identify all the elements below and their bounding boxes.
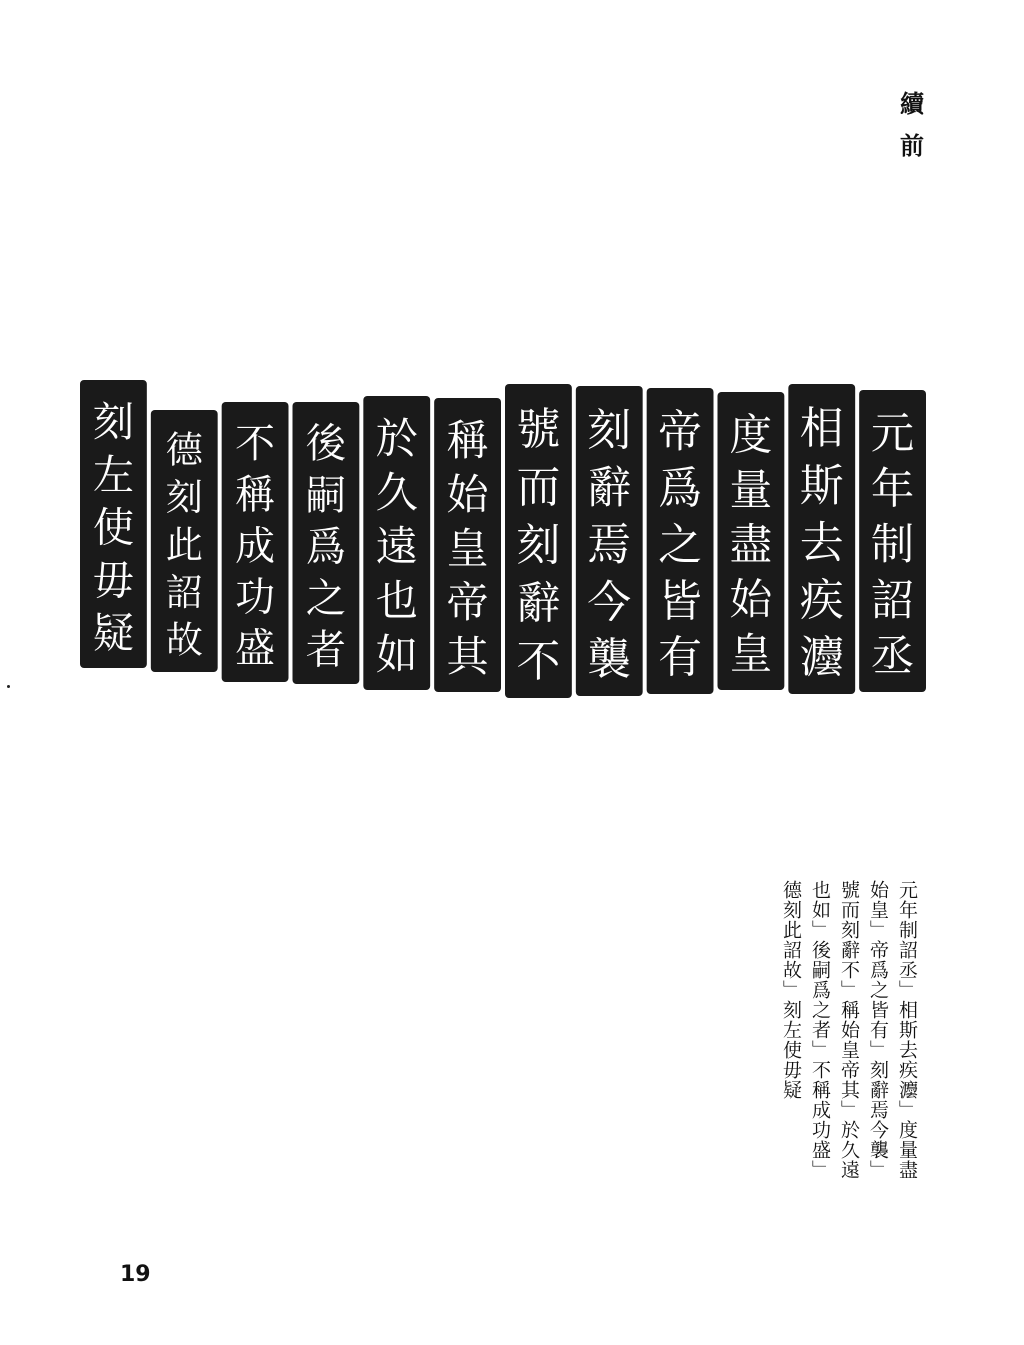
rubbing-glyph: 後 [305,421,347,468]
rubbing-glyph: 元 [870,409,915,460]
rubbing-glyph: 使 [92,503,135,552]
rubbing-glyph: 號 [516,403,561,455]
rubbing-glyph: 刻 [587,405,632,457]
rubbing-glyph: 其 [446,631,489,681]
rubbing-glyph: 於 [375,413,418,463]
transcription-column-5: 德刻此詔故」刻左使毋疑 [780,880,802,1100]
rubbing-glyph: 量 [729,465,773,516]
rubbing-glyph: 左 [92,450,135,499]
rubbing-glyph: 詔 [165,571,203,615]
rubbing-glyph: 辭 [516,577,561,629]
transcription-column-3: 號而刻辭不」稱始皇帝其」於久遠 [838,880,860,1180]
rubbing-glyph: 如 [375,629,418,679]
rubbing-glyph: 者 [305,627,347,674]
rubbing-glyph: 皆 [658,575,703,627]
rubbing-glyph: 遠 [375,521,418,571]
rubbing-glyph: 爲 [305,524,347,571]
transcription-column-2: 始皇」帝爲之皆有」刻辭焉今襲」 [867,880,889,1180]
rubbing-glyph: 制 [870,520,915,571]
rubbing-glyph: 灋 [799,631,844,683]
rubbing-glyph: 功 [235,574,276,621]
rubbing-glyph: 刻 [92,398,135,447]
running-head-char-1: 續 [900,90,924,118]
rubbing-glyph: 帝 [446,577,489,627]
rubbing-glyph: 此 [165,523,203,567]
rubbing-glyph: 而 [516,461,561,513]
rubbing-glyph: 去 [799,517,844,569]
rubbing-glyph: 刻 [165,475,203,519]
rubbing-glyph: 刻 [516,519,561,571]
rubbing-glyph: 之 [305,575,347,622]
rubbing-glyph: 德 [165,428,203,472]
page-number: 19 [120,1262,151,1287]
rubbing-glyph: 也 [375,575,418,625]
rubbing-glyph: 皇 [729,629,773,680]
inscription-rubbing [78,372,928,712]
rubbing-glyph: 稱 [446,415,489,465]
rubbing-glyph: 斯 [799,460,844,512]
rubbing-glyph: 年 [870,464,915,515]
rubbing-glyph: 不 [235,420,276,467]
rubbing-glyph: 久 [375,467,418,517]
rubbing-glyph: 盡 [729,520,773,571]
rubbing-glyph: 稱 [235,472,276,519]
rubbing-glyph: 始 [446,469,489,519]
rubbing-glyph: 辭 [587,462,632,514]
rubbing-glyph: 成 [235,523,276,570]
rubbing-glyph: 帝 [658,406,703,458]
rubbing-glyph: 爲 [658,463,703,515]
transcription-text [770,880,920,1220]
rubbing-glyph: 有 [658,632,703,684]
rubbing-glyph: 嗣 [305,472,347,519]
rubbing-glyph: 故 [165,618,203,662]
rubbing-image [78,372,928,712]
rubbing-glyph: 始 [729,574,773,625]
running-head-char-2: 前 [900,132,924,160]
rubbing-glyph: 丞 [870,631,915,682]
transcription-column-4: 也如」後嗣爲之者」不稱成功盛」 [809,880,831,1180]
rubbing-glyph: 度 [729,410,773,461]
rubbing-glyph: 襲 [587,633,632,685]
stray-mark [7,685,10,688]
rubbing-glyph: 盛 [235,625,276,672]
rubbing-glyph: 皇 [446,523,489,573]
running-head [888,92,936,158]
rubbing-glyph: 今 [587,576,632,628]
rubbing-glyph: 疾 [799,574,844,626]
rubbing-glyph: 不 [516,635,561,687]
transcription-column-1: 元年制詔丞」相斯去疾灋」度量盡 [896,880,918,1180]
rubbing-glyph: 毋 [92,556,135,605]
rubbing-glyph: 相 [799,403,844,455]
rubbing-glyph: 疑 [92,609,135,658]
rubbing-glyph: 詔 [870,575,915,626]
rubbing-glyph: 之 [658,519,703,571]
rubbing-glyph: 焉 [587,519,632,571]
